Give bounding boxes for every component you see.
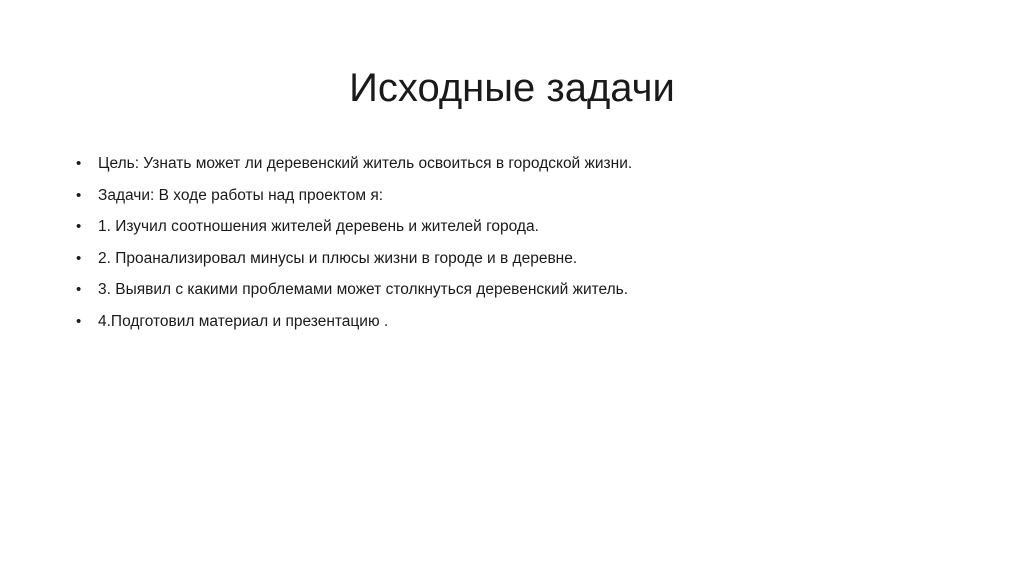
bullet-icon: • [76,312,82,330]
bullet-text: Цель: Узнать может ли деревенский житель освоиться в городской жизни. [98,155,633,172]
bullet-text: 4.Подготовил материал и презентацию . [98,312,389,330]
bullet-text: 1. Изучил соотношения жителей деревень и жителей города. [98,218,539,235]
bullet-icon: • [76,155,82,172]
list-item [76,217,956,237]
bullet-icon: • [76,218,82,235]
bullet-icon: • [76,281,82,298]
bullet-text: 3. Выявил с какими проблемами может столкнуться деревенский житель. [98,281,629,298]
list-item [76,280,956,300]
list-item [76,312,956,332]
list-item [76,186,956,206]
slide-title: Исходные задачи [349,66,675,110]
bullet-list [76,154,956,343]
bullet-icon: • [76,249,82,267]
bullet-text: Задачи: В ходе работы над проектом я: [98,186,384,204]
list-item [76,154,956,174]
bullet-icon: • [76,186,82,204]
list-item [76,249,956,269]
bullet-text: 2. Проанализировал минусы и плюсы жизни в городе и в деревне. [98,249,578,267]
